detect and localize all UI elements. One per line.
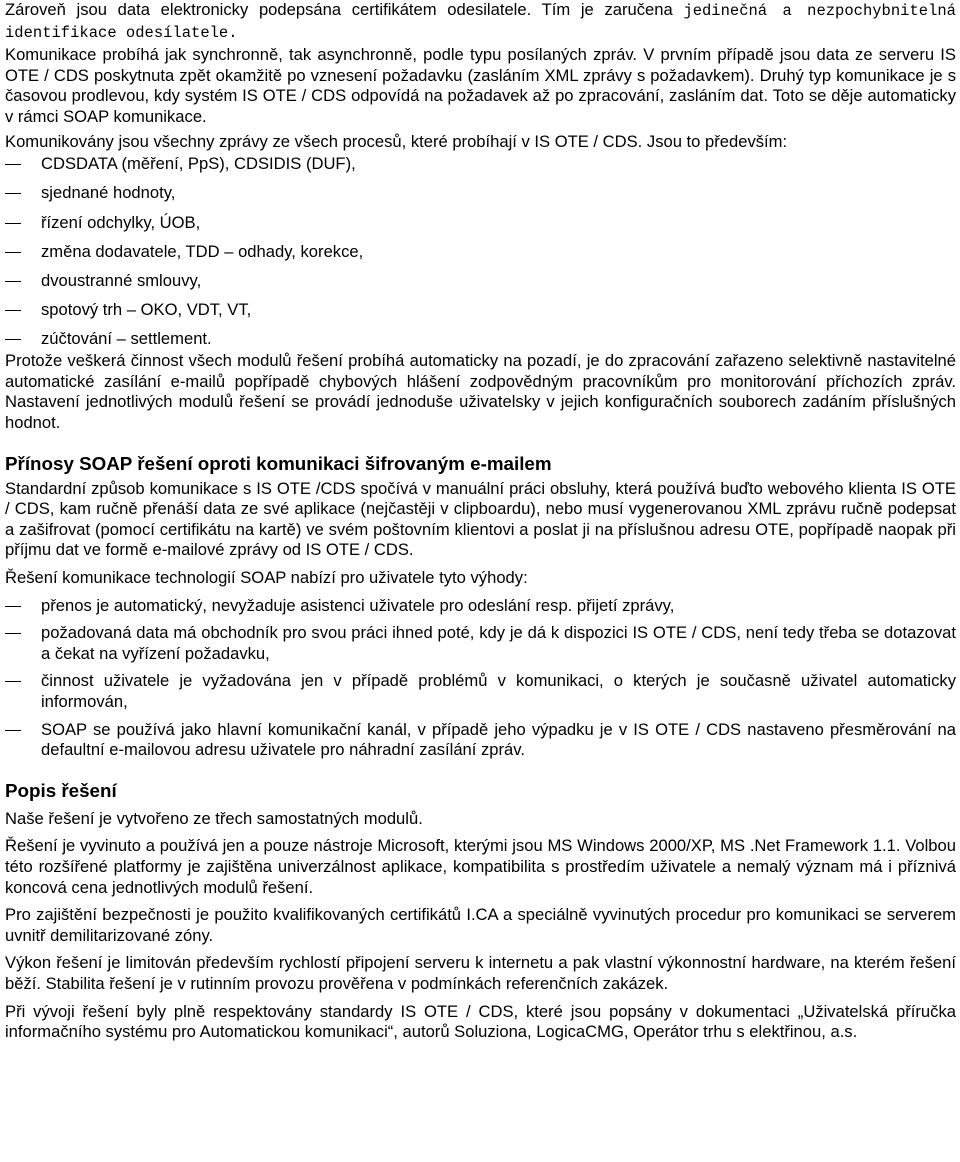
section-heading-benefits: Přínosy SOAP řešení oproti komunikaci šifrovaným e-mailem	[5, 452, 552, 474]
description-paragraph-5: Při vývoji řešení byly plně respektovány standardy IS OTE / CDS, které jsou popsány v dokumentaci „Uživatelská příručka informačního systému pro Automatickou komunikaci“, autorů Soluziona, LogicaCMG, Operátor trhu s elektřinou, a.s.	[5, 1001, 956, 1042]
list-item: SOAP se používá jako hlavní komunikační kanál, v případě jeho výpadku je v IS OTE / CDS nastaveno přesměrování na defaultní e-mailovou adresu uživatele pro náhradní zasílání zpráv.	[5, 720, 956, 761]
intro-paragraph-3: Komunikovány jsou všechny zprávy ze všech procesů, které probíhají v IS OTE / CDS. Jsou to především:	[5, 131, 788, 151]
description-paragraph-4: Výkon řešení je limitován především rychlostí připojení serveru k internetu a pak vlastní výkonnostní hardware, na kterém řešení běží. Stabilita řešení je v rutinním provozu prověřena v podmínkách referenčních zakázek.	[5, 953, 956, 993]
benefits-paragraph-2: Řešení komunikace technologií SOAP nabízí pro uživatele tyto výhody:	[5, 568, 528, 588]
description-paragraph-3: Pro zajištění bezpečnosti je použito kvalifikovaných certifikátů I.CA a speciálně vyvinutých procedur pro komunikaci se serverem uvnitř demilitarizované zóny.	[5, 905, 956, 945]
process-list	[5, 154, 956, 351]
list-item: změna dodavatele, TDD – odhady, korekce,	[5, 242, 956, 271]
list-item: dvoustranné smlouvy,	[5, 271, 956, 300]
intro-mono-text: jedinečná a nezpochybnitelná identifikace odesílatele.	[5, 2, 956, 42]
list-item: činnost uživatele je vyžadována jen v případě problémů v komunikaci, o kterých je současně uživatel automaticky informován,	[5, 671, 956, 712]
section-heading-description: Popis řešení	[5, 779, 117, 801]
description-paragraph-1: Naše řešení je vytvořeno ze třech samostatných modulů.	[5, 808, 423, 828]
intro-paragraph-1	[5, 0, 956, 43]
list-item: řízení odchylky, ÚOB,	[5, 213, 956, 242]
benefits-paragraph-1: Standardní způsob komunikace s IS OTE /CDS spočívá v manuální práci obsluhy, která používá buďto webového klienta IS OTE / CDS, kam ručně přenáší data ze své aplikace (nejčastěji v clipboardu), nebo musí vygenerovanou XML zprávu ručně podepsat a zašifrovat (pomocí certifikátu na kartě) ve svém poštovním klientovi a poslat ji na příslušnou adresu OTE, popřípadě naopak při příjmu dat ve formě e-mailové zprávy od IS OTE / CDS.	[5, 478, 956, 560]
description-paragraph-2: Řešení je vyvinuto a používá jen a pouze nástroje Microsoft, kterými jsou MS Windows 2000/XP, MS .Net Framework 1.1. Volbou této rozšířené platformy je zajištěna univerzálnost aplikace, kompatibilita s prostředím uživatele a nemalý význam má i příznivá koncová cena jednotlivých modulů řešení.	[5, 836, 956, 897]
intro-text: Zároveň jsou data elektronicky podepsána certifikátem odesilatele. Tím je zaručena	[5, 0, 673, 19]
list-item: spotový trh – OKO, VDT, VT,	[5, 300, 956, 329]
list-item: přenos je automatický, nevyžaduje asistenci uživatele pro odeslání resp. přijetí zprávy,	[5, 596, 956, 617]
list-item: sjednané hodnoty,	[5, 183, 956, 212]
list-item: CDSDATA (měření, PpS), CDSIDIS (DUF),	[5, 154, 956, 183]
list-item: zúčtování – settlement.	[5, 329, 956, 351]
list-item: požadovaná data má obchodník pro svou práci ihned poté, kdy je dá k dispozici IS OTE / CDS, není tedy třeba se dotazovat a čekat na vyřízení požadavku,	[5, 623, 956, 664]
intro-paragraph-2: Komunikace probíhá jak synchronně, tak asynchronně, podle typu posílaných zpráv. V prvním případě jsou data ze serveru IS OTE / CDS poskytnuta zpět okamžitě po vznesení požadavku (zasláním XML zprávy s požadavkem). Druhý typ komunikace je s časovou prodlevou, kdy systém IS OTE / CDS odpovídá na požadavek až po zpracování, zasláním dat. Toto se děje automaticky v rámci SOAP komunikace.	[5, 45, 956, 126]
automation-paragraph: Protože veškerá činnost všech modulů řešení probíhá automaticky na pozadí, je do zpracování zařazeno selektivně nastavitelné automatické zasílání e-mailů popřípadě chybových hlášení zodpovědným pracovníkům pro monitorování příchozích zpráv. Nastavení jednotlivých modulů řešení se provádí jednoduše uživatelsky v jejich konfiguračních souborech zadáním příslušných hodnot.	[5, 351, 956, 433]
advantages-list	[5, 596, 956, 761]
